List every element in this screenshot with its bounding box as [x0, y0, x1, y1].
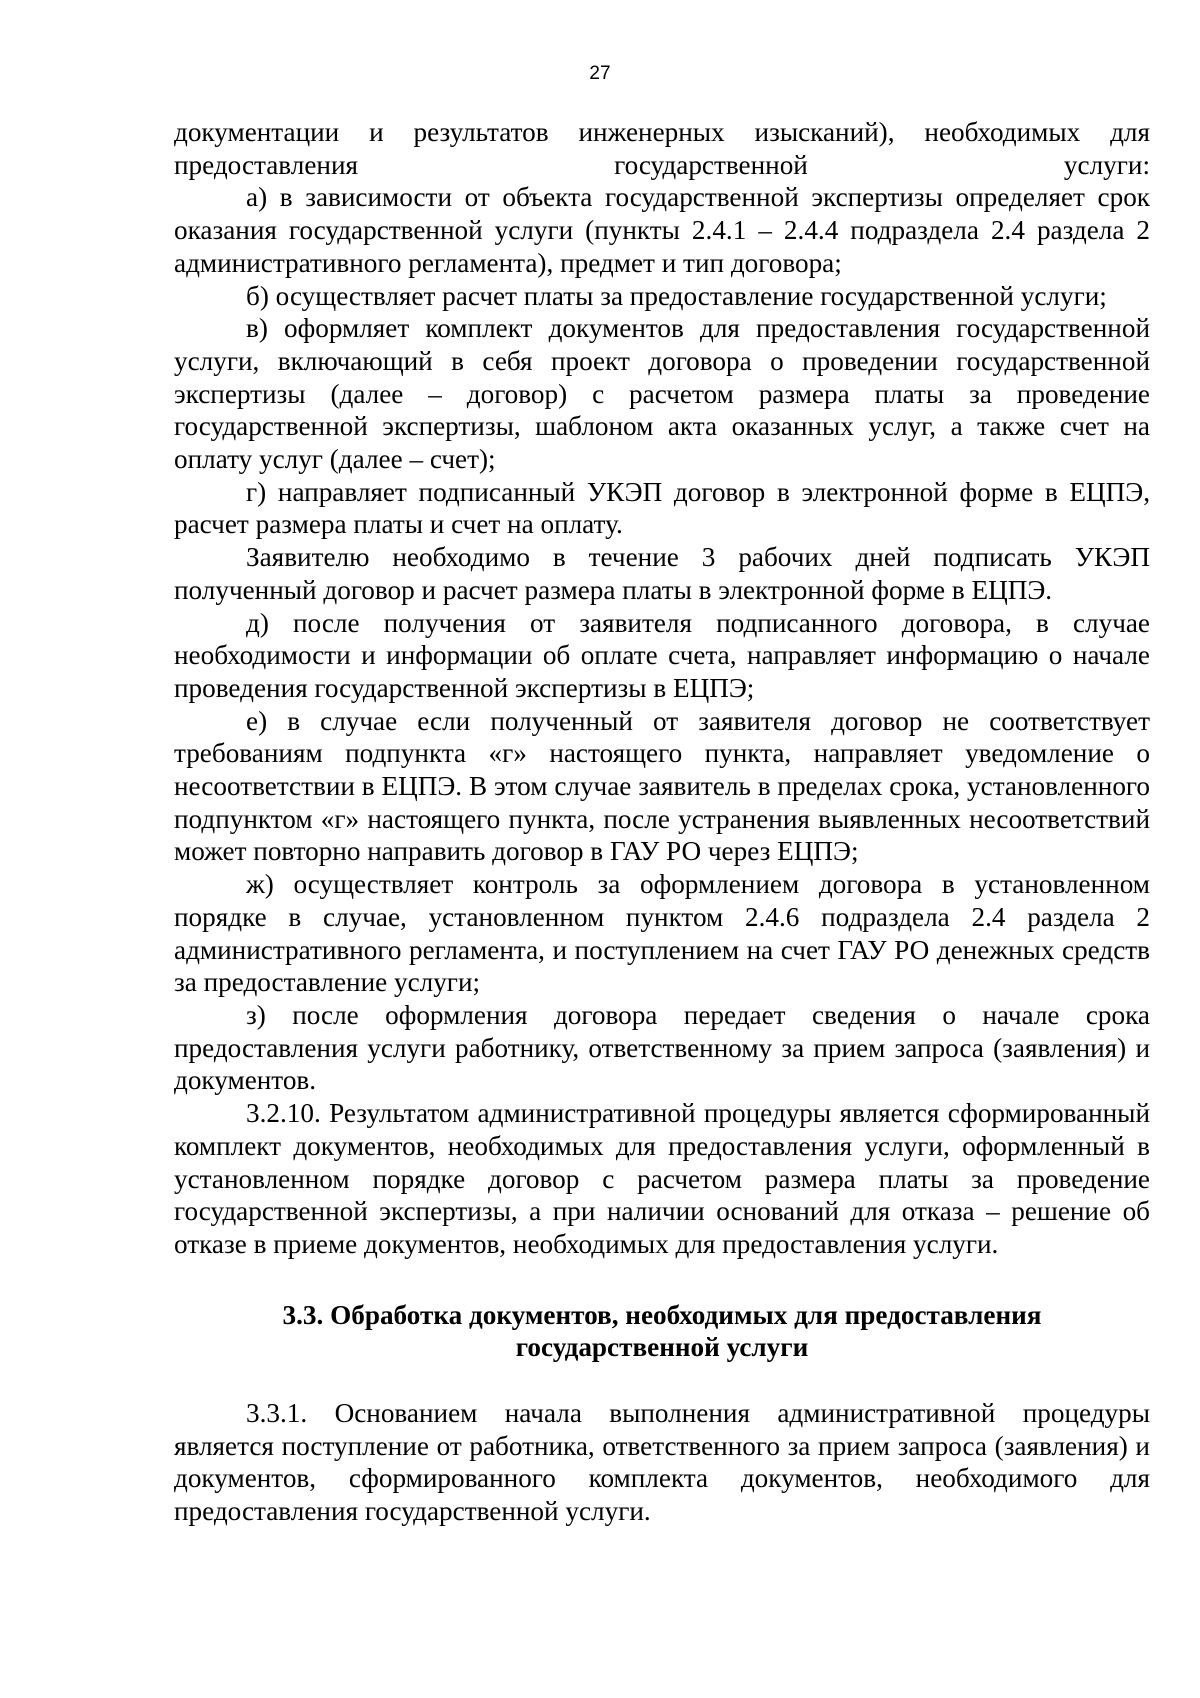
paragraph-item-g: г) направляет подписанный УКЭП договор в электронной форме в ЕЦПЭ, расчет размера платы и счет на оплату. — [174, 476, 1150, 540]
section-heading-3-3 — [174, 1299, 1150, 1364]
paragraph-item-a: а) в зависимости от объекта государственной экспертизы определяет срок оказания государственной услуги (пункты 2.4.1 – 2.4.4 подраздела 2.4 раздела 2 административного регламента), предмет и тип договора; — [174, 182, 1150, 278]
paragraph-applicant-signing: Заявителю необходимо в течение 3 рабочих дней подписать УКЭП полученный договор и расчет размера платы в электронной форме в ЕЦПЭ. — [174, 542, 1150, 605]
page-number: 27 — [589, 63, 611, 84]
paragraph-continuation-1: документации и результатов инженерных изысканий), необходимых для предоставления государственной услуги: — [174, 117, 1150, 180]
section-heading-line-2: государственной услуги — [515, 1332, 809, 1363]
document-body — [174, 116, 1150, 1528]
paragraph-item-e: е) в случае если полученный от заявителя договор не соответствует требованиям подпункта «г» настоящего пункта, направляет уведомление о несоответствии в ЕЦПЭ. В этом случае заявитель в пределах срока, установленного подпунктом «г» настоящего пункта, после устранения выявленных несоответствий может повторно направить договор в ГАУ РО через ЕЦПЭ; — [174, 705, 1150, 867]
section-heading-line-1: 3.3. Обработка документов, необходимых для предоставления — [282, 1299, 1042, 1330]
paragraph-item-zh: ж) осуществляет контроль за оформлением договора в установленном порядке в случае, установленном пунктом 2.4.6 подраздела 2.4 раздела 2 административного регламента, и поступлением на счет ГАУ РО денежных средств за предоставление услуги; — [174, 869, 1150, 998]
paragraph-item-v: в) оформляет комплект документов для предоставления государственной услуги, включающий в себя проект договора о проведении государственной экспертизы (далее – договор) с расчетом размера платы за проведение государственной экспертизы, шаблоном акта оказанных услуг, а также счет на оплату услуг (далее – счет); — [174, 313, 1150, 475]
paragraph-item-d: д) после получения от заявителя подписанного договора, в случае необходимости и информации об оплате счета, направляет информацию о начале проведения государственной экспертизы в ЕЦПЭ; — [174, 607, 1150, 703]
paragraph-item-b: б) осуществляет расчет платы за предоставление государственной услуги; — [246, 280, 1107, 311]
paragraph-3-3-1: 3.3.1. Основанием начала выполнения административной процедуры является поступление от работника, ответственного за прием запроса (заявления) и документов, сформированного комплекта документов, необходимого для предоставления государственной услуги. — [174, 1398, 1150, 1527]
paragraph-item-z: з) после оформления договора передает сведения о начале срока предоставления услуги работнику, ответственному за прием запроса (заявления) и документов. — [174, 999, 1150, 1096]
paragraph-3-2-10: 3.2.10. Результатом административной процедуры является сформированный комплект документов, необходимых для предоставления услуги, оформленный в установленном порядке договор с расчетом размера платы за проведение государственной экспертизы, а при наличии оснований для отказа – решение об отказе в приеме документов, необходимых для предоставления услуги. — [174, 1098, 1150, 1259]
